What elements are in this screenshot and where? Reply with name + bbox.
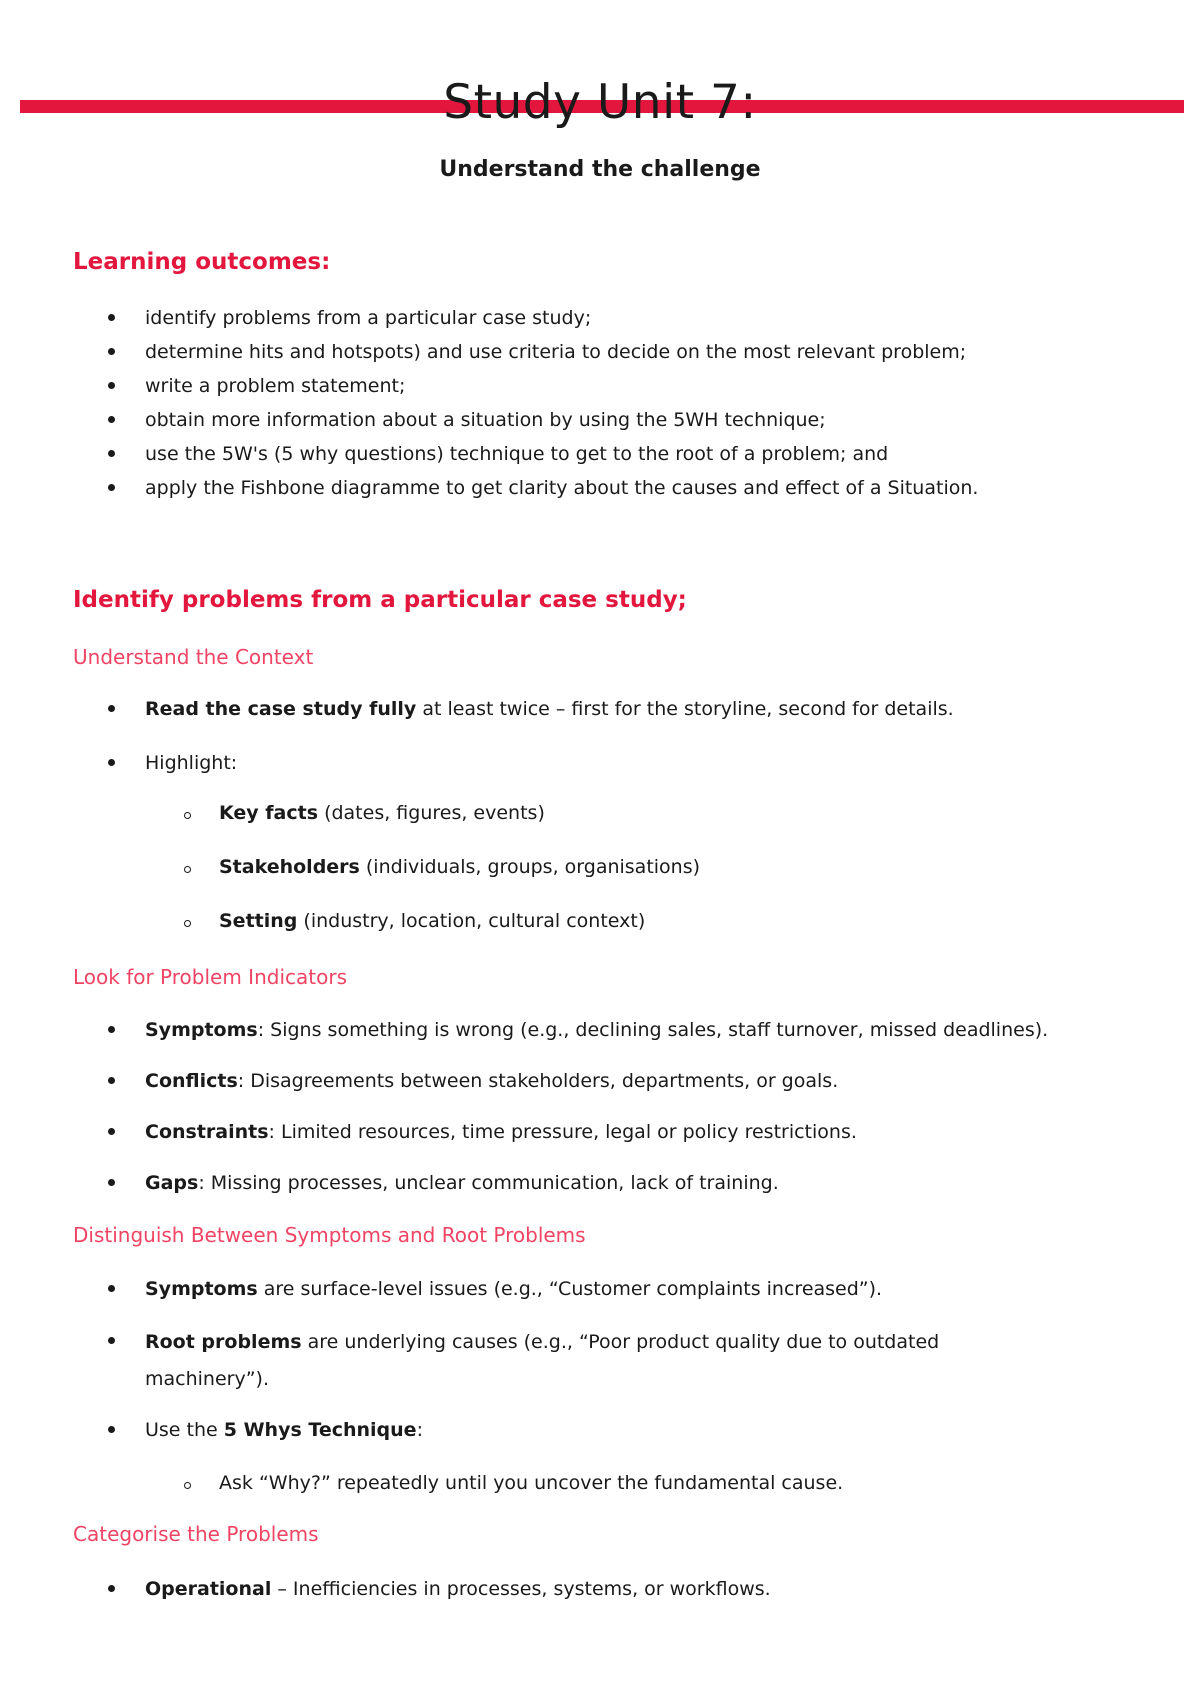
item-text: (individuals, groups, organisations) [359,856,701,878]
list-item: use the 5W's (5 why questions) technique to get to the root of a problem; and [108,437,1168,471]
item-bold: Gaps [145,1172,199,1194]
list-item [108,1324,1028,1398]
sublist-item [182,850,1162,884]
page-title: Study Unit 7: [443,75,757,130]
item-bold: Root problems [145,1331,302,1353]
list-item: write a problem statement; [108,369,1168,403]
item-bold: Constraints [145,1121,269,1143]
list-item [108,1064,1168,1098]
item-text: : Limited resources, time pressure, legal or policy restrictions. [268,1121,857,1143]
list-item: apply the Fishbone diagramme to get clarity about the causes and effect of a Situation. [108,471,1168,505]
sublist-item [182,796,1162,830]
item-text: : Disagreements between stakeholders, departments, or goals. [237,1070,839,1092]
item-bold: 5 Whys Technique [223,1419,417,1441]
list-item [108,1413,1168,1447]
indicators-list [108,1013,1168,1217]
sublist-item [182,904,1162,938]
item-text: (industry, location, cultural context) [297,910,646,932]
whys-sublist [182,1466,1162,1520]
page-subtitle: Understand the challenge [439,157,761,182]
item-bold: Symptoms [145,1019,258,1041]
item-bold: Symptoms [145,1278,258,1300]
list-item [108,1013,1168,1047]
list-item [108,1572,1168,1606]
list-item [108,1272,1168,1306]
subheading-symptoms-vs-root: Distinguish Between Symptoms and Root Problems [73,1223,586,1247]
item-text: – Inefficiencies in processes, systems, or workflows. [271,1578,771,1600]
item-bold: Read the case study fully [145,698,417,720]
sublist-item: Ask “Why?” repeatedly until you uncover the fundamental cause. [182,1466,1162,1500]
item-bold: Operational [145,1578,272,1600]
item-text: at least twice – first for the storyline, second for details. [416,698,954,720]
item-text: are underlying causes (e.g., “Poor product quality due to outdated machinery”). [145,1331,940,1390]
context-list [108,692,1168,726]
item-bold: Key facts [219,802,319,824]
learning-outcomes-list [108,301,1168,505]
item-bold: Setting [219,910,298,932]
learning-outcomes-heading: Learning outcomes: [73,249,331,275]
list-item [108,1115,1168,1149]
item-text: : Missing processes, unclear communication, lack of training. [198,1172,779,1194]
subheading-understand-context: Understand the Context [73,645,314,669]
list-item: determine hits and hotspots) and use criteria to decide on the most relevant problem; [108,335,1168,369]
root-problems-list [108,1324,1028,1398]
list-item: obtain more information about a situation by using the 5WH technique; [108,403,1168,437]
list-item [108,1166,1168,1200]
item-text: (dates, figures, events) [318,802,545,824]
item-bold: Conflicts [145,1070,238,1092]
distinguish-list [108,1272,1168,1306]
highlight-sublist [182,796,1162,958]
subheading-categorise: Categorise the Problems [73,1522,319,1546]
list-item [108,692,1168,726]
list-item: identify problems from a particular case study; [108,301,1168,335]
item-text: : [416,1419,423,1441]
list-item: Highlight: [108,746,1168,780]
categorise-list [108,1572,1168,1606]
section-heading-identify-problems: Identify problems from a particular case study; [73,587,687,613]
whys-list [108,1413,1168,1447]
item-bold: Stakeholders [219,856,360,878]
item-text: : Signs something is wrong (e.g., declining sales, staff turnover, missed deadlines). [257,1019,1049,1041]
highlight-list [108,746,1168,780]
item-text: Use the [145,1419,224,1441]
subheading-problem-indicators: Look for Problem Indicators [73,965,347,989]
item-text: are surface-level issues (e.g., “Customer complaints increased”). [257,1278,883,1300]
